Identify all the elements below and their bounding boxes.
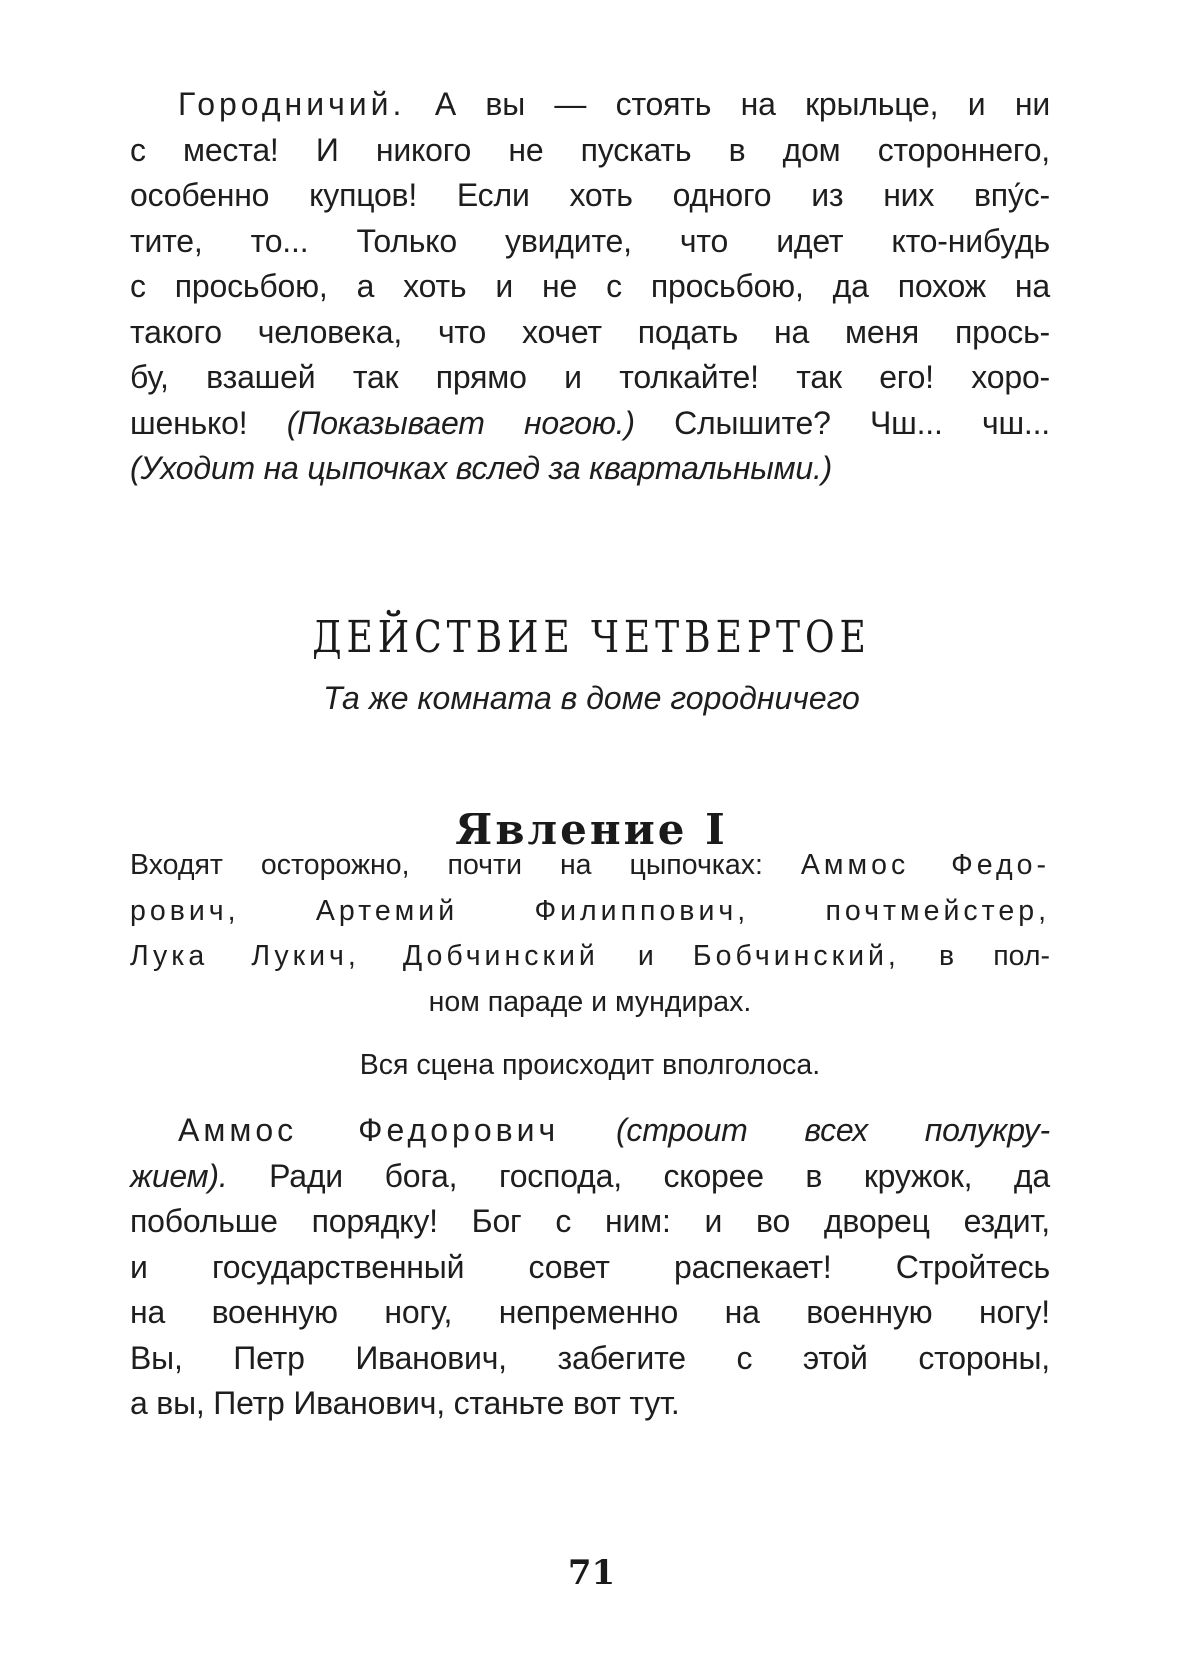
gorodnichiy-speech	[130, 82, 1050, 492]
act-title: ДЕЙСТВИЕ ЧЕТВЕРТОЕ	[312, 612, 871, 663]
text-line: а вы, Петр Иванович, станьте вот тут.	[130, 1385, 680, 1421]
text-line: на военную ногу, непременно на военную ногу!	[130, 1294, 1050, 1330]
text-line: с места! И никого не пускать в дом стороннего,	[130, 131, 1050, 168]
text-line: такого человека, что хочет подать на меня прось-	[130, 313, 1050, 350]
text-line: Вы, Петр Иванович, забегите с этой стороны,	[130, 1339, 1050, 1376]
character-names: рович, Артемий Филиппович, почтмейстер,	[130, 894, 1050, 927]
scene-title: Явление I	[455, 805, 728, 854]
text-line: жием). Ради бога, господа, скорее в кружок, да	[130, 1157, 1050, 1194]
text-line: шенько! (Показывает ногою.) Слышите? Чш... чш...	[130, 404, 1050, 441]
stage-direction	[130, 843, 1050, 1089]
text-line: Городничий. А вы — стоять на крыльце, и ни	[178, 86, 1050, 122]
text-line: Входят осторожно, почти на цыпочках: Аммос Федо-	[130, 849, 1051, 881]
text-line: побольше порядку! Бог с ним: и во дворец ездит,	[130, 1203, 1050, 1239]
character-name: Аммос Федо-	[800, 849, 1051, 881]
text-line: бу, взашей так прямо и толкайте! так его! хоро-	[130, 359, 1050, 395]
stage-remark: (Показывает ногою.)	[286, 404, 635, 441]
act-subtitle: Та же комната в доме городничего	[323, 680, 860, 716]
text-line: тите, то... Только увидите, что идет кто-нибудь	[130, 222, 1050, 259]
text-line: и государственный совет распекает! Стройтесь	[130, 1248, 1050, 1285]
stage-note: Вся сцена происходит вполголоса.	[359, 1049, 821, 1081]
text-line: ном параде и мундирах.	[428, 985, 752, 1018]
text-line: с просьбою, а хоть и не с просьбою, да похож на	[130, 268, 1050, 304]
speaker-name: Аммос Федорович	[178, 1112, 560, 1148]
stage-remark: (Уходит на цыпочках вслед за квартальными.)	[130, 450, 833, 486]
text-line: Лука Лукич, Добчинский и Бобчинский, в пол-	[130, 940, 1050, 972]
page-number: 71	[567, 1553, 616, 1593]
text-line: особенно купцов! Если хоть одного из них впу́с-	[130, 177, 1050, 213]
speaker-name: Городничий.	[178, 86, 406, 122]
text-line: Аммос Федорович (строит всех полукру-	[178, 1112, 1050, 1148]
ammos-speech	[130, 1108, 1050, 1427]
